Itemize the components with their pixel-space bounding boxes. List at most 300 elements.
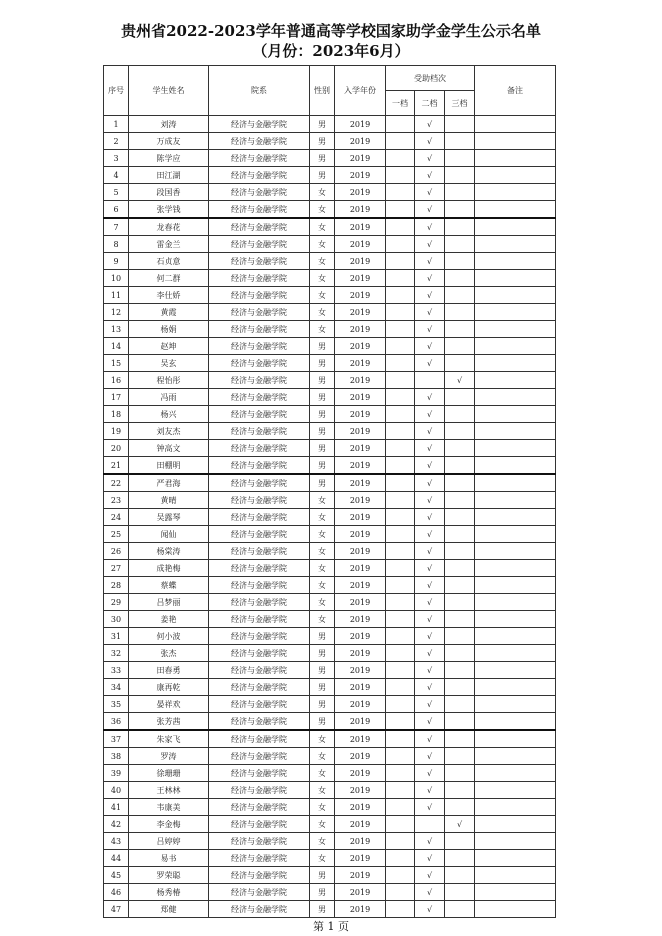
cell-name: 田棚明 — [129, 457, 209, 475]
cell-note — [475, 287, 556, 304]
cell-no: 6 — [104, 201, 129, 219]
table-row — [104, 748, 556, 765]
cell-note — [475, 270, 556, 287]
table-row — [104, 628, 556, 645]
table-row — [104, 782, 556, 799]
table-row — [104, 150, 556, 167]
cell-level-1 — [386, 884, 415, 901]
table-row — [104, 696, 556, 713]
table-row — [104, 884, 556, 901]
cell-note — [475, 543, 556, 560]
cell-gender: 男 — [310, 423, 335, 440]
cell-year: 2019 — [335, 884, 386, 901]
check-mark-level-3: √ — [445, 372, 475, 389]
cell-dept: 经济与金融学院 — [209, 406, 310, 423]
cell-dept: 经济与金融学院 — [209, 884, 310, 901]
cell-year: 2019 — [335, 679, 386, 696]
cell-gender: 男 — [310, 406, 335, 423]
cell-name: 吕梦丽 — [129, 594, 209, 611]
table-row — [104, 662, 556, 679]
cell-note — [475, 304, 556, 321]
cell-year: 2019 — [335, 338, 386, 355]
cell-name: 朱家飞 — [129, 730, 209, 748]
cell-note — [475, 730, 556, 748]
cell-level-1 — [386, 184, 415, 201]
cell-gender: 女 — [310, 748, 335, 765]
cell-level-1 — [386, 474, 415, 492]
cell-no: 11 — [104, 287, 129, 304]
cell-level-3 — [445, 150, 475, 167]
check-mark-level-2: √ — [415, 901, 445, 918]
cell-note — [475, 253, 556, 270]
cell-level-3 — [445, 884, 475, 901]
cell-name: 陈学应 — [129, 150, 209, 167]
cell-no: 39 — [104, 765, 129, 782]
cell-dept: 经济与金融学院 — [209, 526, 310, 543]
cell-level-1 — [386, 423, 415, 440]
check-mark-level-2: √ — [415, 304, 445, 321]
cell-dept: 经济与金融学院 — [209, 253, 310, 270]
cell-year: 2019 — [335, 372, 386, 389]
cell-level-1 — [386, 850, 415, 867]
cell-note — [475, 338, 556, 355]
cell-gender: 男 — [310, 901, 335, 918]
cell-name: 龙春花 — [129, 218, 209, 236]
check-mark-level-2: √ — [415, 611, 445, 628]
cell-dept: 经济与金融学院 — [209, 816, 310, 833]
cell-level-1 — [386, 355, 415, 372]
cell-gender: 男 — [310, 116, 335, 133]
cell-note — [475, 748, 556, 765]
table-row — [104, 184, 556, 201]
cell-level-3 — [445, 184, 475, 201]
cell-level-1 — [386, 662, 415, 679]
cell-gender: 男 — [310, 133, 335, 150]
check-mark-level-2: √ — [415, 167, 445, 184]
cell-year: 2019 — [335, 457, 386, 475]
cell-level-1 — [386, 440, 415, 457]
cell-year: 2019 — [335, 696, 386, 713]
table-body — [104, 116, 556, 918]
cell-name: 成艳梅 — [129, 560, 209, 577]
cell-gender: 男 — [310, 696, 335, 713]
cell-gender: 男 — [310, 167, 335, 184]
cell-name: 杨秀椿 — [129, 884, 209, 901]
cell-gender: 男 — [310, 355, 335, 372]
cell-no: 2 — [104, 133, 129, 150]
cell-year: 2019 — [335, 287, 386, 304]
cell-level-3 — [445, 577, 475, 594]
cell-no: 12 — [104, 304, 129, 321]
cell-level-1 — [386, 133, 415, 150]
check-mark-level-2: √ — [415, 287, 445, 304]
table-row — [104, 492, 556, 509]
cell-note — [475, 474, 556, 492]
cell-level-3 — [445, 338, 475, 355]
cell-level-1 — [386, 833, 415, 850]
check-mark-level-2: √ — [415, 577, 445, 594]
cell-name: 田江湖 — [129, 167, 209, 184]
cell-level-1 — [386, 628, 415, 645]
cell-year: 2019 — [335, 184, 386, 201]
cell-note — [475, 423, 556, 440]
cell-name: 杨兴 — [129, 406, 209, 423]
cell-no: 27 — [104, 560, 129, 577]
cell-gender: 男 — [310, 867, 335, 884]
cell-year: 2019 — [335, 611, 386, 628]
cell-level-1 — [386, 765, 415, 782]
cell-dept: 经济与金融学院 — [209, 645, 310, 662]
check-mark-level-2: √ — [415, 799, 445, 816]
cell-dept: 经济与金融学院 — [209, 184, 310, 201]
cell-level-3 — [445, 560, 475, 577]
table-row — [104, 799, 556, 816]
cell-dept: 经济与金融学院 — [209, 577, 310, 594]
table-row — [104, 355, 556, 372]
cell-dept: 经济与金融学院 — [209, 799, 310, 816]
cell-gender: 女 — [310, 201, 335, 219]
cell-no: 5 — [104, 184, 129, 201]
cell-note — [475, 799, 556, 816]
cell-name: 刘友杰 — [129, 423, 209, 440]
table-row — [104, 679, 556, 696]
cell-level-1 — [386, 748, 415, 765]
cell-dept: 经济与金融学院 — [209, 611, 310, 628]
cell-no: 1 — [104, 116, 129, 133]
cell-level-3 — [445, 474, 475, 492]
cell-dept: 经济与金融学院 — [209, 628, 310, 645]
cell-dept: 经济与金融学院 — [209, 321, 310, 338]
cell-level-3 — [445, 833, 475, 850]
cell-level-3 — [445, 611, 475, 628]
cell-no: 22 — [104, 474, 129, 492]
cell-level-3 — [445, 850, 475, 867]
cell-level-3 — [445, 679, 475, 696]
cell-level-1 — [386, 218, 415, 236]
table-row — [104, 218, 556, 236]
cell-level-1 — [386, 901, 415, 918]
cell-level-1 — [386, 594, 415, 611]
cell-note — [475, 833, 556, 850]
cell-note — [475, 628, 556, 645]
cell-no: 35 — [104, 696, 129, 713]
table-row — [104, 765, 556, 782]
cell-level-3 — [445, 133, 475, 150]
cell-level-1 — [386, 560, 415, 577]
cell-level-1 — [386, 253, 415, 270]
table-row — [104, 509, 556, 526]
check-mark-level-2: √ — [415, 133, 445, 150]
cell-no: 40 — [104, 782, 129, 799]
check-mark-level-2: √ — [415, 543, 445, 560]
check-mark-level-2: √ — [415, 509, 445, 526]
check-mark-level-2: √ — [415, 474, 445, 492]
cell-name: 徐珊珊 — [129, 765, 209, 782]
table-row — [104, 270, 556, 287]
cell-level-3 — [445, 543, 475, 560]
check-mark-level-2: √ — [415, 526, 445, 543]
cell-gender: 女 — [310, 218, 335, 236]
cell-name: 何小波 — [129, 628, 209, 645]
cell-gender: 男 — [310, 372, 335, 389]
cell-no: 42 — [104, 816, 129, 833]
cell-note — [475, 150, 556, 167]
cell-no: 31 — [104, 628, 129, 645]
cell-dept: 经济与金融学院 — [209, 765, 310, 782]
table-row — [104, 560, 556, 577]
cell-name: 石贞意 — [129, 253, 209, 270]
cell-dept: 经济与金融学院 — [209, 492, 310, 509]
cell-no: 26 — [104, 543, 129, 560]
cell-dept: 经济与金融学院 — [209, 389, 310, 406]
cell-dept: 经济与金融学院 — [209, 560, 310, 577]
cell-gender: 男 — [310, 338, 335, 355]
check-mark-level-2: √ — [415, 850, 445, 867]
cell-gender: 男 — [310, 389, 335, 406]
cell-note — [475, 850, 556, 867]
cell-level-3 — [445, 526, 475, 543]
cell-level-3 — [445, 628, 475, 645]
cell-level-3 — [445, 594, 475, 611]
cell-no: 29 — [104, 594, 129, 611]
cell-level-1 — [386, 287, 415, 304]
cell-no: 28 — [104, 577, 129, 594]
cell-no: 19 — [104, 423, 129, 440]
cell-no: 15 — [104, 355, 129, 372]
cell-name: 张学钱 — [129, 201, 209, 219]
cell-year: 2019 — [335, 509, 386, 526]
cell-dept: 经济与金融学院 — [209, 713, 310, 731]
table-row — [104, 901, 556, 918]
table-row — [104, 338, 556, 355]
cell-gender: 女 — [310, 765, 335, 782]
cell-level-1 — [386, 713, 415, 731]
cell-gender: 女 — [310, 850, 335, 867]
check-mark-level-2: √ — [415, 594, 445, 611]
cell-note — [475, 662, 556, 679]
cell-dept: 经济与金融学院 — [209, 474, 310, 492]
cell-year: 2019 — [335, 662, 386, 679]
cell-dept: 经济与金融学院 — [209, 116, 310, 133]
check-mark-level-2: √ — [415, 748, 445, 765]
cell-name: 何二群 — [129, 270, 209, 287]
cell-level-3 — [445, 509, 475, 526]
cell-name: 王林林 — [129, 782, 209, 799]
cell-dept: 经济与金融学院 — [209, 133, 310, 150]
cell-no: 33 — [104, 662, 129, 679]
document-subtitle: （月份：2023年6月） — [252, 42, 410, 60]
cell-level-3 — [445, 321, 475, 338]
cell-no: 38 — [104, 748, 129, 765]
cell-year: 2019 — [335, 133, 386, 150]
cell-level-3 — [445, 492, 475, 509]
cell-level-1 — [386, 611, 415, 628]
cell-level-1 — [386, 406, 415, 423]
cell-no: 32 — [104, 645, 129, 662]
cell-name: 钟高文 — [129, 440, 209, 457]
cell-level-3 — [445, 748, 475, 765]
cell-dept: 经济与金融学院 — [209, 594, 310, 611]
cell-note — [475, 389, 556, 406]
table-row — [104, 372, 556, 389]
cell-level-3 — [445, 696, 475, 713]
header-level-3: 三档 — [445, 91, 475, 116]
cell-no: 34 — [104, 679, 129, 696]
cell-dept: 经济与金融学院 — [209, 833, 310, 850]
cell-gender: 女 — [310, 611, 335, 628]
cell-dept: 经济与金融学院 — [209, 287, 310, 304]
cell-level-3 — [445, 116, 475, 133]
cell-dept: 经济与金融学院 — [209, 901, 310, 918]
cell-note — [475, 645, 556, 662]
cell-gender: 女 — [310, 236, 335, 253]
cell-name: 严君海 — [129, 474, 209, 492]
cell-year: 2019 — [335, 406, 386, 423]
check-mark-level-2: √ — [415, 321, 445, 338]
cell-name: 冯雨 — [129, 389, 209, 406]
table-row — [104, 253, 556, 270]
cell-name: 易书 — [129, 850, 209, 867]
cell-level-3 — [445, 440, 475, 457]
cell-no: 30 — [104, 611, 129, 628]
check-mark-level-2: √ — [415, 184, 445, 201]
table-row — [104, 611, 556, 628]
cell-level-3 — [445, 270, 475, 287]
cell-no: 9 — [104, 253, 129, 270]
cell-level-3 — [445, 423, 475, 440]
table-row — [104, 201, 556, 219]
cell-dept: 经济与金融学院 — [209, 748, 310, 765]
cell-note — [475, 457, 556, 475]
cell-level-2 — [415, 816, 445, 833]
cell-no: 25 — [104, 526, 129, 543]
cell-level-1 — [386, 492, 415, 509]
cell-dept: 经济与金融学院 — [209, 696, 310, 713]
check-mark-level-2: √ — [415, 355, 445, 372]
cell-year: 2019 — [335, 150, 386, 167]
cell-year: 2019 — [335, 594, 386, 611]
cell-no: 13 — [104, 321, 129, 338]
cell-level-3 — [445, 713, 475, 731]
cell-level-2 — [415, 372, 445, 389]
cell-note — [475, 782, 556, 799]
cell-year: 2019 — [335, 389, 386, 406]
table-row — [104, 406, 556, 423]
cell-year: 2019 — [335, 543, 386, 560]
check-mark-level-2: √ — [415, 253, 445, 270]
check-mark-level-2: √ — [415, 662, 445, 679]
cell-no: 10 — [104, 270, 129, 287]
cell-dept: 经济与金融学院 — [209, 850, 310, 867]
cell-level-1 — [386, 116, 415, 133]
cell-no: 44 — [104, 850, 129, 867]
check-mark-level-2: √ — [415, 218, 445, 236]
student-table — [103, 65, 556, 918]
cell-note — [475, 509, 556, 526]
document-title: 贵州省2022-2023学年普通高等学校国家助学金学生公示名单 — [121, 22, 541, 40]
table-row — [104, 116, 556, 133]
cell-year: 2019 — [335, 730, 386, 748]
cell-year: 2019 — [335, 850, 386, 867]
check-mark-level-2: √ — [415, 457, 445, 475]
cell-gender: 女 — [310, 782, 335, 799]
cell-gender: 女 — [310, 304, 335, 321]
cell-no: 3 — [104, 150, 129, 167]
cell-level-3 — [445, 662, 475, 679]
cell-no: 16 — [104, 372, 129, 389]
cell-gender: 男 — [310, 628, 335, 645]
cell-name: 田春勇 — [129, 662, 209, 679]
cell-year: 2019 — [335, 526, 386, 543]
check-mark-level-2: √ — [415, 867, 445, 884]
cell-level-1 — [386, 730, 415, 748]
check-mark-level-2: √ — [415, 236, 445, 253]
cell-note — [475, 218, 556, 236]
check-mark-level-2: √ — [415, 833, 445, 850]
cell-year: 2019 — [335, 440, 386, 457]
check-mark-level-2: √ — [415, 679, 445, 696]
cell-gender: 女 — [310, 492, 335, 509]
cell-year: 2019 — [335, 577, 386, 594]
cell-note — [475, 440, 556, 457]
cell-dept: 经济与金融学院 — [209, 355, 310, 372]
cell-level-3 — [445, 304, 475, 321]
cell-no: 17 — [104, 389, 129, 406]
check-mark-level-2: √ — [415, 713, 445, 731]
cell-gender: 女 — [310, 543, 335, 560]
cell-level-3 — [445, 765, 475, 782]
cell-year: 2019 — [335, 474, 386, 492]
cell-level-3 — [445, 406, 475, 423]
cell-dept: 经济与金融学院 — [209, 730, 310, 748]
cell-gender: 男 — [310, 457, 335, 475]
header-level: 受助档次 — [386, 66, 475, 91]
cell-name: 刘涛 — [129, 116, 209, 133]
check-mark-level-2: √ — [415, 270, 445, 287]
check-mark-level-2: √ — [415, 645, 445, 662]
cell-year: 2019 — [335, 201, 386, 219]
cell-gender: 男 — [310, 884, 335, 901]
cell-year: 2019 — [335, 782, 386, 799]
cell-level-3 — [445, 201, 475, 219]
cell-dept: 经济与金融学院 — [209, 218, 310, 236]
cell-note — [475, 696, 556, 713]
cell-name: 段国香 — [129, 184, 209, 201]
header-dept: 院系 — [209, 66, 310, 116]
cell-no: 37 — [104, 730, 129, 748]
table-row — [104, 133, 556, 150]
cell-level-3 — [445, 218, 475, 236]
cell-gender: 女 — [310, 833, 335, 850]
table-row — [104, 321, 556, 338]
cell-no: 47 — [104, 901, 129, 918]
cell-no: 24 — [104, 509, 129, 526]
cell-no: 23 — [104, 492, 129, 509]
cell-note — [475, 116, 556, 133]
cell-year: 2019 — [335, 867, 386, 884]
table-row — [104, 526, 556, 543]
cell-dept: 经济与金融学院 — [209, 338, 310, 355]
header-note: 备注 — [475, 66, 556, 116]
check-mark-level-2: √ — [415, 201, 445, 219]
cell-no: 21 — [104, 457, 129, 475]
cell-no: 43 — [104, 833, 129, 850]
cell-no: 7 — [104, 218, 129, 236]
cell-name: 赵坤 — [129, 338, 209, 355]
cell-level-3 — [445, 901, 475, 918]
check-mark-level-2: √ — [415, 492, 445, 509]
cell-name: 杨棠涛 — [129, 543, 209, 560]
